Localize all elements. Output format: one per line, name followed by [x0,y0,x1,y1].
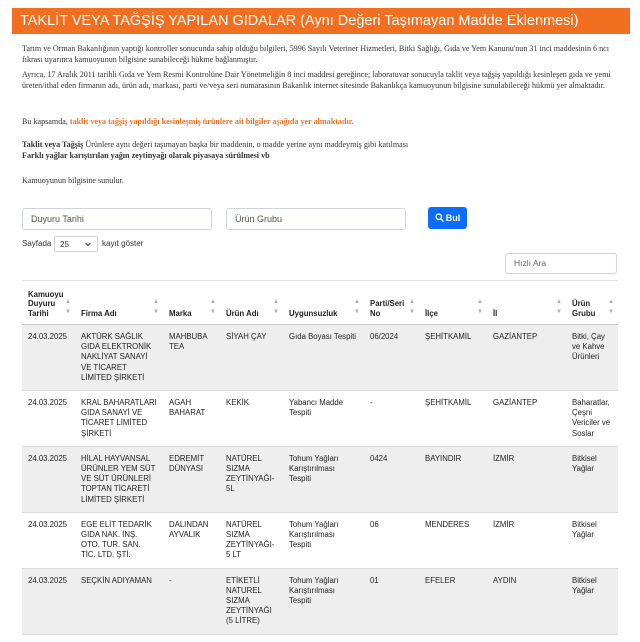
column-label: İlçe [425,308,439,318]
cell-product-group: Bitkisel Yağlar [566,512,618,568]
page-title: TAKLİT VEYA TAĞŞİŞ YAPILAN GIDALAR (Aynı Değeri Taşımayan Madde Eklenmesi) [20,13,579,29]
cell-brand: AGAH BAHARAT [163,391,220,447]
column-header-nonconformity[interactable] [283,281,364,325]
column-label: Firma Adı [81,308,117,318]
definition-text: Ürünlere aynı değeri taşımayan başka bir maddenin, o madde yerine aynı maddeymiş gibi katılması [83,140,409,149]
column-header-district[interactable] [419,281,487,325]
cell-date: 24.03.2025 [22,568,75,634]
cell-nonconformity: Gıda Boyası Tespiti [283,325,364,391]
table-row [22,568,618,634]
column-label: Kamuoyu Duyuru Tarihi [28,289,64,318]
table-row [22,325,618,391]
cell-province: İZMİR [487,446,566,512]
column-label: Ürün Adı [226,308,259,318]
search-icon [435,207,444,229]
cell-company: SEÇKİN ADIYAMAN [75,568,163,634]
cell-district: ŞEHİTKAMİL [419,391,487,447]
cell-date: 24.03.2025 [22,391,75,447]
table-row [22,512,618,568]
sort-icon: ▲ ▼ [409,299,415,315]
sort-icon: ▲ ▼ [210,299,216,315]
definition-term: Taklit veya Tağşiş [22,140,84,149]
cell-company: AKTÜRK SAĞLIK GIDA ELEKTRONİK NAKLİYAT SANAYİ VE TİCARET LİMİTED ŞİRKETİ [75,325,163,391]
search-button[interactable] [428,207,467,229]
quick-search-placeholder: Hızlı Ara [514,258,547,268]
cell-product-group: Bitkisel Yağlar [566,568,618,634]
column-label: İl [493,308,498,318]
example-line: Farklı yağlar karıştırılan yağın zeytinyağı olarak piyasaya sürülmesi vb [22,151,270,160]
cell-date: 24.03.2025 [22,446,75,512]
cell-product: NATÜREL SIZMA ZEYTİNYAĞI-5L [220,446,283,512]
sort-icon: ▲ ▼ [65,299,71,315]
sort-icon: ▲ ▼ [477,299,483,315]
cell-product: ETİKETLİ NATUREL SIZMA ZEYTİNYAĞI (5 LİTRE) [220,568,283,634]
cell-date: 24.03.2025 [22,512,75,568]
intro-paragraph-scope [22,117,620,128]
page-size-value: 25 [60,240,69,249]
cell-product: NATÜREL SIZMA ZEYTİNYAĞI-5 LT [220,512,283,568]
announcement-date-input[interactable] [22,208,212,230]
column-header-brand[interactable] [163,281,220,325]
results-table [22,280,618,635]
table-row [22,446,618,512]
definition-line [22,140,620,151]
announcement-date-placeholder: Duyuru Tarihi [31,214,84,224]
cell-company: HİLAL HAYVANSAL ÜRÜNLER YEM SÜT VE SÜT ÜRÜNLERİ TOPTAN TİCARETİ LİMİTED ŞİRKETİ [75,446,163,512]
column-label: Marka [169,308,192,318]
cell-province: GAZİANTEP [487,391,566,447]
cell-company: EGE ELİT TEDARİK GIDA NAK. İNŞ. OTO. TUR. SAN. TİC. LTD. ŞTİ. [75,512,163,568]
cell-district: MENDERES [419,512,487,568]
page-size-suffix: kayıt göster [102,239,144,248]
cell-nonconformity: Tohum Yağları Karıştırılması Tespiti [283,512,364,568]
page-size-prefix: Sayfada [22,239,52,248]
cell-batch: - [364,391,419,447]
cell-brand: EDREMİT DÜNYASI [163,446,220,512]
intro-paragraph-law: Tarım ve Orman Bakanlığının yaptığı kontroller sonucunda sahip olduğu bilgileri, 5996 Sayılı Veteriner Hizmetleri, Bitki Sağlığı, Gıda ve Yem Kanunu'nun 31 inci maddesinin 6 ncı fıkrası uyarınca kamuoyunun bilgisine sunabileceği hükme bağlanmıştır. [22,44,609,64]
column-header-company[interactable] [75,281,163,325]
cell-brand: MAHBUBA TEA [163,325,220,391]
sort-icon: ▲ ▼ [354,299,360,315]
cell-company: KRAL BAHARATLARI GIDA SANAYİ VE TİCARET LİMİTED ŞİRKETİ [75,391,163,447]
notice-line: Kamuoyunun bilgisine sunulur. [22,176,124,185]
cell-province: AYDIN [487,568,566,634]
cell-batch: 06/2024 [364,325,419,391]
cell-province: GAZİANTEP [487,325,566,391]
cell-batch: 06 [364,512,419,568]
cell-province: İZMİR [487,512,566,568]
scope-highlight: taklit veya tağşiş yapıldığı kesinleşmiş ürünlere ait bilgiler aşağıda yer almaktadır. [69,117,354,126]
cell-product: SİYAH ÇAY [220,325,283,391]
sort-icon: ▲ ▼ [608,299,614,315]
search-button-label: Bul [445,213,461,223]
intro-paragraph-regulation: Ayrıca, 17 Aralık 2011 tarihli Gıda ve Yem Resmi Kontrolüne Dair Yönetmeliğin 8 inci maddesi gereğince; laboratuvar sonucuyla taklit veya tağşiş yapıldığı kesinleşen gıda ve yemi üreten/ithal eden firmanın adı, ürün adı, markası, parti ve/veya seri numarasının Bakanlık internet sitesinde Bakanlıkça kamuoyunun bilgisine sunulabileceği hükmü yer almaktadır. [22,70,611,90]
cell-product: KEKİK [220,391,283,447]
column-header-batch[interactable] [364,281,419,325]
column-header-date[interactable] [22,281,75,325]
page-size-select[interactable] [54,236,98,252]
column-label: Uygunsuzluk [289,308,338,318]
cell-district: EFELER [419,568,487,634]
column-header-product-group[interactable] [566,281,618,325]
product-group-placeholder: Ürün Grubu [235,214,283,224]
cell-product-group: Bitkisel Yağlar [566,446,618,512]
cell-brand: DALINDAN AYVALIK [163,512,220,568]
sort-icon: ▲ ▼ [153,299,159,315]
quick-search-input[interactable] [505,253,617,274]
scope-prefix: Bu kapsamda, [22,117,70,126]
cell-district: BAYINDIR [419,446,487,512]
sort-icon: ▲ ▼ [556,299,562,315]
cell-district: ŞEHİTKAMİL [419,325,487,391]
column-label: Parti/Seri No [370,299,405,318]
cell-date: 24.03.2025 [22,325,75,391]
cell-batch: 01 [364,568,419,634]
column-header-product[interactable] [220,281,283,325]
table-header-row [22,281,618,325]
chevron-down-icon [84,237,92,253]
cell-batch: 0424 [364,446,419,512]
cell-nonconformity: Yabancı Madde Tespiti [283,391,364,447]
cell-nonconformity: Tohum Yağları Karıştırılması Tespiti [283,568,364,634]
cell-nonconformity: Tohum Yağları Karıştırılması Tespiti [283,446,364,512]
cell-product-group: Bitki, Çay ve Kahve Ürünleri [566,325,618,391]
cell-brand: - [163,568,220,634]
cell-product-group: Baharatlar, Çeşni Vericiler ve Soslar [566,391,618,447]
product-group-input[interactable] [226,208,406,230]
column-header-province[interactable] [487,281,566,325]
table-row [22,391,618,447]
column-label: Ürün Grubu [572,299,596,318]
sort-icon: ▲ ▼ [273,299,279,315]
page-header [12,8,630,34]
